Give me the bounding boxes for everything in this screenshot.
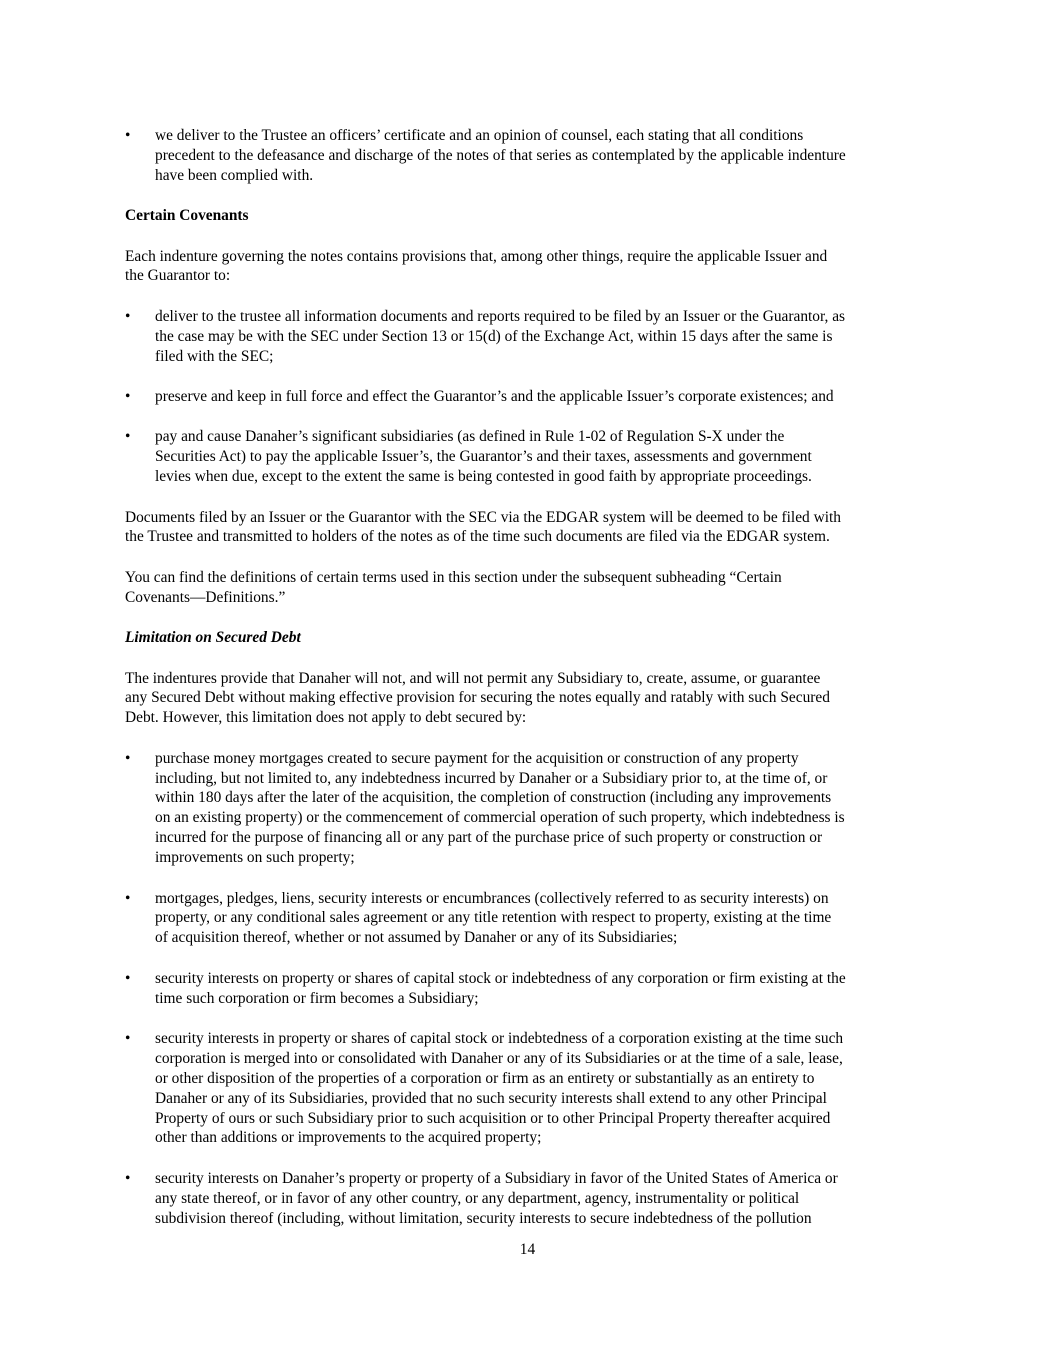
bullet-icon: • <box>125 127 131 144</box>
text-line: corporation is merged into or consolidated with Danaher or any of its Subsidiaries or at the time of a sale, lease, <box>155 1049 843 1067</box>
text-line: security interests on Danaher’s property or property of a Subsidiary in favor of the United States of America or <box>155 1169 838 1187</box>
text-line: or other disposition of the properties of a corporation or firm as an entirety or substantially as an entirety to <box>155 1069 815 1087</box>
text-line: mortgages, pledges, liens, security interests or encumbrances (collectively referred to as security interests) on <box>155 889 829 907</box>
text-line: we deliver to the Trustee an officers’ certificate and an opinion of counsel, each stating that all conditions <box>155 127 804 144</box>
text-line: Limitation on Secured Debt <box>125 629 301 647</box>
text-line: Securities Act) to pay the applicable Issuer’s, the Guarantor’s and their taxes, assessments and government <box>155 448 812 466</box>
text-line: security interests in property or shares of capital stock or indebtedness of a corporation existing at the time such <box>155 1030 844 1047</box>
text-line: The indentures provide that Danaher will not, and will not permit any Subsidiary to, create, assume, or guarantee <box>125 669 821 687</box>
paragraph <box>125 568 945 608</box>
text-line: time such corporation or firm becomes a Subsidiary; <box>155 989 479 1007</box>
text-line: purchase money mortgages created to secure payment for the acquisition or construction of any property <box>155 749 799 767</box>
document-body <box>125 126 945 1229</box>
text-line: Danaher or any of its Subsidiaries, provided that no such security interests shall extend to any other Principal <box>155 1089 827 1107</box>
bullet-icon: • <box>125 307 131 325</box>
text-line: the Trustee and transmitted to holders of the notes as of the time such documents are filed via the EDGAR system. <box>125 528 830 546</box>
paragraph <box>125 508 945 548</box>
text-line: on an existing property) or the commencement of commercial operation of such property, which indebtedness is <box>155 809 845 827</box>
section-heading <box>125 206 945 226</box>
text-line: You can find the definitions of certain terms used in this section under the subsequent subheading “Certain <box>125 568 782 586</box>
text-line: subdivision thereof (including, without limitation, security interests to secure indebtedness of the pollution <box>155 1209 812 1227</box>
text-line: any Secured Debt without making effective provision for securing the notes equally and ratably with such Secured <box>125 689 830 707</box>
bullet-item <box>125 307 945 367</box>
bullet-item <box>125 1029 945 1148</box>
text-line: improvements on such property; <box>155 849 355 867</box>
text-line: filed with the SEC; <box>155 347 274 365</box>
bullet-item <box>125 387 945 407</box>
text-line: incurred for the purpose of financing all or any part of the purchase price of such property or construction or <box>155 829 823 847</box>
text-line: Certain Covenants <box>125 207 249 225</box>
bullet-icon: • <box>125 388 131 406</box>
text-line: within 180 days after the later of the acquisition, the completion of construction (including any improvements <box>155 789 832 807</box>
text-line: including, but not limited to, any indebtedness incurred by Danaher or a Subsidiary prior to, at the time of, or <box>155 769 828 787</box>
text-line: any state thereof, or in favor of any other country, or any department, agency, instrumentality or political <box>155 1189 800 1207</box>
text-line: other than additions or improvements to the acquired property; <box>155 1129 542 1147</box>
bullet-icon: • <box>125 889 131 907</box>
section-heading <box>125 628 945 648</box>
bullet-item <box>125 969 945 1009</box>
bullet-icon: • <box>125 428 131 446</box>
text-line: of acquisition thereof, whether or not assumed by Danaher or any of its Subsidiaries; <box>155 929 678 947</box>
text-line: the Guarantor to: <box>125 267 231 285</box>
text-line: have been complied with. <box>155 166 314 184</box>
bullet-icon: • <box>125 1169 131 1187</box>
bullet-icon: • <box>125 749 131 767</box>
bullet-item <box>125 749 945 868</box>
text-line: pay and cause Danaher’s significant subsidiaries (as defined in Rule 1-02 of Regulation S-X under the <box>155 428 785 446</box>
text-line: levies when due, except to the extent the same is being contested in good faith by appropriate proceedings. <box>155 468 812 486</box>
bullet-item <box>125 427 945 487</box>
bullet-item <box>125 889 945 949</box>
paragraph <box>125 247 945 287</box>
text-line: preserve and keep in full force and effect the Guarantor’s and the applicable Issuer’s corporate existences; and <box>155 388 834 406</box>
bullet-icon: • <box>125 969 131 987</box>
page-number: 14 <box>519 1241 536 1258</box>
bullet-icon: • <box>125 1030 131 1047</box>
text-line: Covenants—Definitions.” <box>125 588 286 606</box>
text-line: property, or any conditional sales agreement or any title retention with respect to property, existing at the time <box>155 909 832 927</box>
text-line: Debt. However, this limitation does not apply to debt secured by: <box>125 709 527 727</box>
text-line: deliver to the trustee all information documents and reports required to be filed by an Issuer or the Guarantor, as <box>155 307 846 325</box>
text-line: precedent to the defeasance and discharge of the notes of that series as contemplated by the applicable indenture <box>155 146 846 164</box>
bullet-item <box>125 1169 945 1229</box>
text-line: security interests on property or shares of capital stock or indebtedness of any corporation or firm existing at the <box>155 969 846 987</box>
paragraph <box>125 669 945 729</box>
bullet-item <box>125 126 945 186</box>
text-line: Property of ours or such Subsidiary prior to such acquisition or to other Principal Property thereafter acquired <box>155 1109 831 1127</box>
text-line: the case may be with the SEC under Section 13 or 15(d) of the Exchange Act, within 15 days after the same is <box>155 327 833 345</box>
text-line: Documents filed by an Issuer or the Guarantor with the SEC via the EDGAR system will be deemed to be filed with <box>125 508 841 526</box>
text-line: Each indenture governing the notes contains provisions that, among other things, require the applicable Issuer and <box>125 247 828 265</box>
